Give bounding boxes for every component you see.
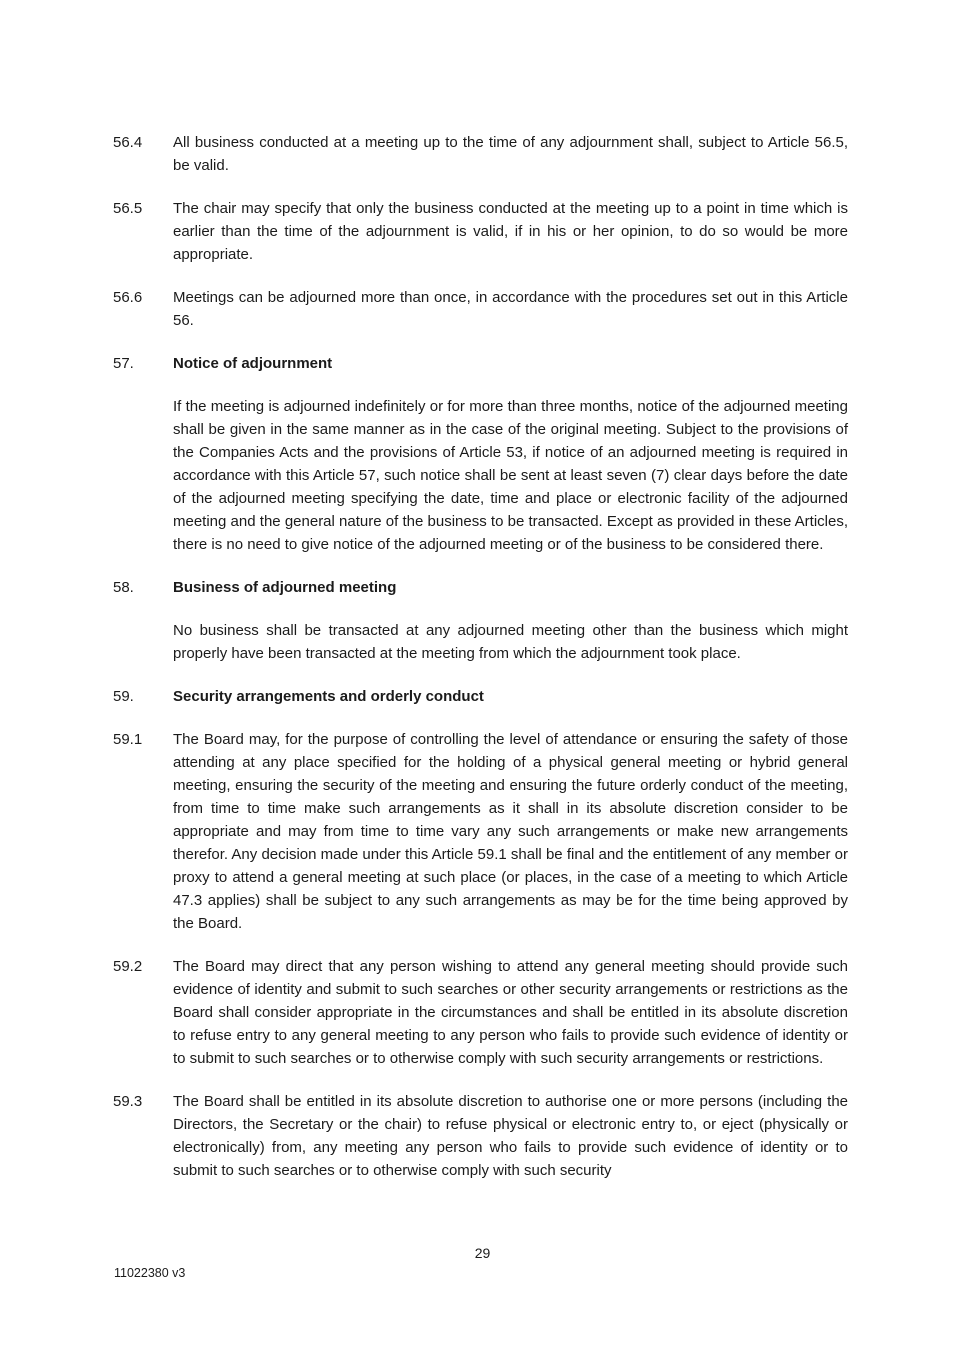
heading-number: 59. <box>113 688 134 705</box>
heading-text: Security arrangements and orderly conduct <box>173 688 484 705</box>
clause-number-empty <box>113 619 173 665</box>
clause-text: The chair may specify that only the business conducted at the meeting up to a point in time which is earlier than the time of the adjournment is valid, if in his or her opinion, to do so would be more appropriate. <box>173 200 848 263</box>
heading-59 <box>113 685 848 708</box>
document-reference: 11022380 v3 <box>114 1266 186 1280</box>
clause-56-5 <box>113 197 848 266</box>
clause-59-1 <box>113 728 848 935</box>
clause-text: The Board may, for the purpose of controlling the level of attendance or ensuring the safety of those attending at any place specified for the holding of a physical general meeting or hybrid general meeting, ensuring the security of the meeting and ensuring the future orderly conduct of the meeting, from time to time make such arrangements as it shall in its absolute discretion consider to be appropriate and may from time to time vary any such arrangements or make new arrangements therefor. Any decision made under this Article 59.1 shall be final and the entitlement of any member or proxy to attend a general meeting at such place (or places, in the case of a meeting to which Article 47.3 applies) shall be subject to any such arrangements as may be for the time being approved by the Board. <box>173 731 848 932</box>
clause-59-2 <box>113 955 848 1070</box>
clause-56-4 <box>113 131 848 177</box>
paragraph-57-body <box>113 395 848 556</box>
clause-number-empty <box>113 395 173 556</box>
heading-57 <box>113 352 848 375</box>
paragraph-58-body <box>113 619 848 665</box>
clause-text: All business conducted at a meeting up to the time of any adjournment shall, subject to Article 56.5, be valid. <box>173 134 848 174</box>
clause-text: The Board shall be entitled in its absolute discretion to authorise one or more persons (including the Directors, the Secretary or the chair) to refuse physical or electronic entry to, or eject (physically or electronically) from, any meeting any person who fails to provide such evidence of identity or to submit to such searches or to otherwise comply with such security <box>173 1093 848 1179</box>
page-number: 29 <box>474 1245 491 1261</box>
clause-number: 59.1 <box>113 731 143 748</box>
heading-number: 58. <box>113 579 134 596</box>
clause-number: 56.5 <box>113 200 143 217</box>
clause-text: Meetings can be adjourned more than once, in accordance with the procedures set out in this Article 56. <box>173 289 848 329</box>
paragraph-text: If the meeting is adjourned indefinitely or for more than three months, notice of the adjourned meeting shall be given in the same manner as in the case of the original meeting. Subject to the provisions of the Companies Acts and the provisions of Article 53, if notice of an adjourned meeting is required in accordance with this Article 57, such notice shall be sent at least seven (7) clear days before the date of the adjourned meeting specifying the date, time and place or electronic facility of the adjourned meeting and the general nature of the business to be transacted. Except as provided in these Articles, there is no need to give notice of the adjourned meeting or of the business to be considered there. <box>173 398 848 553</box>
clause-56-6 <box>113 286 848 332</box>
clause-number: 56.6 <box>113 289 143 306</box>
heading-58 <box>113 576 848 599</box>
paragraph-text: No business shall be transacted at any adjourned meeting other than the business which might properly have been transacted at the meeting from which the adjournment took place. <box>173 622 848 662</box>
heading-text: Business of adjourned meeting <box>173 579 397 596</box>
clause-number: 56.4 <box>113 134 143 151</box>
clause-number: 59.2 <box>113 958 143 975</box>
clause-number: 59.3 <box>113 1093 143 1110</box>
clause-text: The Board may direct that any person wishing to attend any general meeting should provide such evidence of identity and submit to such searches or other security arrangements or restrictions as the Board shall consider appropriate in the circumstances and shall be entitled in its absolute discretion to refuse entry to any general meeting to any person who fails to provide such evidence of identity or to submit to such searches or to otherwise comply with such security arrangements or restrictions. <box>173 958 848 1067</box>
clause-59-3 <box>113 1090 848 1182</box>
document-content <box>113 131 848 1202</box>
heading-number: 57. <box>113 355 134 372</box>
heading-text: Notice of adjournment <box>173 355 333 372</box>
